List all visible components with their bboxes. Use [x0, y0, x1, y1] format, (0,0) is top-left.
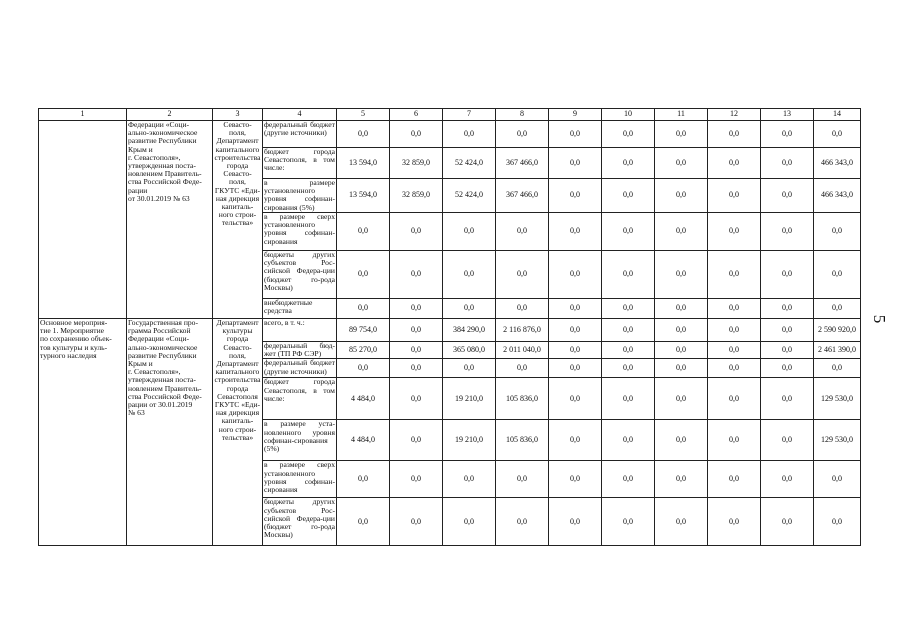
value-cell: 32 859,0: [390, 148, 443, 179]
value-cell: 0,0: [496, 359, 549, 378]
value-cell: 19 210,0: [443, 378, 496, 420]
value-cell: 0,0: [602, 461, 655, 498]
value-cell: 0,0: [496, 498, 549, 546]
value-cell: 0,0: [602, 148, 655, 179]
value-cell: 0,0: [443, 359, 496, 378]
column-header: 12: [708, 109, 761, 121]
value-cell: 4 484,0: [337, 420, 390, 461]
value-cell: 0,0: [337, 213, 390, 251]
header-row: [39, 109, 861, 121]
value-cell: 13 594,0: [337, 179, 390, 213]
value-cell: 0,0: [602, 359, 655, 378]
value-cell: 0,0: [337, 498, 390, 546]
value-cell: 0,0: [708, 498, 761, 546]
value-cell: 0,0: [708, 251, 761, 299]
value-cell: 0,0: [390, 342, 443, 359]
value-cell: 0,0: [655, 378, 708, 420]
value-cell: 0,0: [496, 213, 549, 251]
value-cell: 0,0: [814, 461, 861, 498]
value-cell: 0,0: [443, 461, 496, 498]
value-cell: 129 530,0: [814, 420, 861, 461]
value-cell: 0,0: [602, 213, 655, 251]
value-cell: 0,0: [761, 420, 814, 461]
value-cell: 0,0: [443, 299, 496, 319]
column-header: 2: [127, 109, 213, 121]
funding-source: федеральный бюд-жет (ТП РФ СЭР): [264, 341, 335, 359]
program-cell: [127, 121, 213, 319]
executor-text: Севасто- поля, Департамент капитального строительства города Севасто- поля, ГКУТС «Еди- ная дирекция капиталь- ного строи- тельства»: [214, 120, 261, 228]
value-cell: 0,0: [761, 299, 814, 319]
value-cell: 0,0: [443, 498, 496, 546]
column-header: 6: [390, 109, 443, 121]
value-cell: 4 484,0: [337, 378, 390, 420]
column-header: 5: [337, 109, 390, 121]
value-cell: 0,0: [708, 420, 761, 461]
program-text: Государственная про- грамма Российской Федерации «Соци- ально-экономическое развитие Республики Крым и г. Севастополя», утвержденная поста- новлением Правитель- ства Российской Феде- рации от 30.01.2019 № 63: [128, 318, 202, 418]
value-cell: 0,0: [390, 498, 443, 546]
value-cell: 0,0: [390, 319, 443, 342]
value-cell: 0,0: [708, 179, 761, 213]
value-cell: 0,0: [549, 179, 602, 213]
value-cell: 0,0: [814, 359, 861, 378]
value-cell: 0,0: [655, 461, 708, 498]
value-cell: 129 530,0: [814, 378, 861, 420]
value-cell: 0,0: [390, 461, 443, 498]
value-cell: 0,0: [390, 251, 443, 299]
value-cell: 0,0: [602, 299, 655, 319]
value-cell: 0,0: [814, 498, 861, 546]
value-cell: 0,0: [655, 251, 708, 299]
value-cell: 0,0: [496, 299, 549, 319]
value-cell: 0,0: [390, 213, 443, 251]
value-cell: 85 270,0: [337, 342, 390, 359]
measure-name-cell: [39, 121, 127, 319]
column-header: 11: [655, 109, 708, 121]
value-cell: 52 424,0: [443, 148, 496, 179]
value-cell: 0,0: [655, 498, 708, 546]
value-cell: 0,0: [549, 420, 602, 461]
funding-source: внебюджетные средства: [263, 299, 337, 319]
value-cell: 0,0: [337, 299, 390, 319]
budget-table: [38, 108, 861, 546]
value-cell: 0,0: [390, 299, 443, 319]
value-cell: 0,0: [761, 498, 814, 546]
value-cell: 2 011 040,0: [496, 342, 549, 359]
value-cell: 0,0: [814, 299, 861, 319]
value-cell: 0,0: [337, 251, 390, 299]
value-cell: 89 754,0: [337, 319, 390, 342]
column-header: 10: [602, 109, 655, 121]
value-cell: 0,0: [443, 213, 496, 251]
measure-name: Основное мероприя- тие 1. Мероприятие по сохранению объек- тов культуры и куль- турного наследия: [40, 318, 112, 360]
value-cell: 0,0: [602, 420, 655, 461]
value-cell: 0,0: [761, 342, 814, 359]
funding-source: бюджеты других субъектов Рос-сийской Федера-ции (бюджет го-рода Москвы): [263, 251, 337, 299]
value-cell: 367 466,0: [496, 179, 549, 213]
page-number: 5: [870, 314, 889, 324]
executor-text: Департамент культуры города Севасто- поля, Департамент капитального строительства города Севастополя ГКУТС «Еди- ная дирекция капиталь- ного строи- тельства»: [214, 318, 261, 442]
value-cell: 0,0: [708, 342, 761, 359]
value-cell: 466 343,0: [814, 148, 861, 179]
value-cell: 0,0: [549, 148, 602, 179]
value-cell: 0,0: [602, 498, 655, 546]
measure-name-cell: [39, 319, 127, 546]
funding-source: всего, в т. ч.:: [263, 319, 337, 342]
value-cell: 0,0: [708, 148, 761, 179]
value-cell: 105 836,0: [496, 420, 549, 461]
value-cell: 0,0: [761, 461, 814, 498]
value-cell: 466 343,0: [814, 179, 861, 213]
executor-cell: [213, 319, 263, 546]
value-cell: 0,0: [549, 461, 602, 498]
column-header: 7: [443, 109, 496, 121]
column-header: 4: [263, 109, 337, 121]
value-cell: 0,0: [549, 319, 602, 342]
value-cell: 0,0: [443, 251, 496, 299]
column-header: 9: [549, 109, 602, 121]
column-header: 8: [496, 109, 549, 121]
table-row: [39, 319, 861, 342]
value-cell: 0,0: [602, 179, 655, 213]
value-cell: 0,0: [708, 121, 761, 148]
value-cell: 0,0: [549, 342, 602, 359]
value-cell: 0,0: [602, 121, 655, 148]
value-cell: 2 461 390,0: [814, 342, 861, 359]
value-cell: 0,0: [602, 378, 655, 420]
funding-source: бюджеты других субъектов Рос-сийской Федера-ции (бюджет го-рода Москвы): [263, 498, 337, 546]
value-cell: 0,0: [761, 359, 814, 378]
column-header: 13: [761, 109, 814, 121]
value-cell: 13 594,0: [337, 148, 390, 179]
value-cell: 0,0: [708, 461, 761, 498]
value-cell: 0,0: [708, 359, 761, 378]
value-cell: 0,0: [496, 251, 549, 299]
value-cell: 0,0: [602, 319, 655, 342]
value-cell: 0,0: [708, 213, 761, 251]
funding-source: бюджет города Севастополя, в том числе:: [263, 148, 337, 179]
value-cell: 52 424,0: [443, 179, 496, 213]
funding-source: в размере уста-новленного уровня софинан-сирования (5%): [263, 420, 337, 461]
value-cell: 384 290,0: [443, 319, 496, 342]
value-cell: 0,0: [549, 121, 602, 148]
value-cell: 0,0: [390, 121, 443, 148]
value-cell: 0,0: [655, 179, 708, 213]
value-cell: 0,0: [761, 319, 814, 342]
value-cell: 0,0: [655, 319, 708, 342]
value-cell: 0,0: [655, 148, 708, 179]
value-cell: 19 210,0: [443, 420, 496, 461]
funding-source: в размере установленного уровня софинан-сирования (5%): [264, 178, 335, 212]
value-cell: 0,0: [549, 299, 602, 319]
funding-source: федеральный бюджет (другие источники): [263, 121, 337, 148]
value-cell: 0,0: [708, 299, 761, 319]
column-header: 1: [39, 109, 127, 121]
value-cell: 0,0: [814, 213, 861, 251]
value-cell: 0,0: [496, 121, 549, 148]
value-cell: 0,0: [602, 342, 655, 359]
executor-cell: [213, 121, 263, 319]
value-cell: 0,0: [496, 461, 549, 498]
value-cell: 0,0: [655, 420, 708, 461]
value-cell: 367 466,0: [496, 148, 549, 179]
value-cell: 0,0: [390, 378, 443, 420]
column-header: 14: [814, 109, 861, 121]
value-cell: 0,0: [761, 121, 814, 148]
value-cell: 0,0: [814, 121, 861, 148]
value-cell: 0,0: [602, 251, 655, 299]
value-cell: 32 859,0: [390, 179, 443, 213]
value-cell: 2 590 920,0: [814, 319, 861, 342]
value-cell: 0,0: [655, 342, 708, 359]
value-cell: 0,0: [761, 148, 814, 179]
value-cell: 0,0: [655, 121, 708, 148]
value-cell: 0,0: [390, 359, 443, 378]
funding-source: бюджет города Севастополя, в том числе:: [263, 378, 337, 420]
value-cell: 0,0: [761, 179, 814, 213]
value-cell: 105 836,0: [496, 378, 549, 420]
table-row: [39, 121, 861, 148]
value-cell: 0,0: [814, 251, 861, 299]
value-cell: 0,0: [708, 319, 761, 342]
value-cell: 0,0: [549, 498, 602, 546]
value-cell: 0,0: [337, 461, 390, 498]
program-text: Федерации «Соци- ально-экономическое развитие Республики Крым и г. Севастополя», утвержденная поста- новлением Правитель- ства Российской Феде- рации от 30.01.2019 № 63: [128, 120, 202, 203]
funding-source: в размере сверх установленного уровня софинан-сирования: [263, 461, 337, 498]
funding-source: в размере сверх установленного уровня софинан-сирования: [263, 213, 337, 251]
value-cell: 0,0: [549, 251, 602, 299]
value-cell: 0,0: [549, 213, 602, 251]
value-cell: 0,0: [390, 420, 443, 461]
column-header: 3: [213, 109, 263, 121]
value-cell: 2 116 876,0: [496, 319, 549, 342]
value-cell: 0,0: [761, 213, 814, 251]
program-cell: [127, 319, 213, 546]
value-cell: 0,0: [337, 359, 390, 378]
value-cell: 0,0: [655, 299, 708, 319]
value-cell: 0,0: [761, 378, 814, 420]
value-cell: 0,0: [655, 359, 708, 378]
value-cell: 0,0: [655, 213, 708, 251]
funding-source: федеральный бюджет (другие источники): [263, 359, 337, 378]
value-cell: 0,0: [708, 378, 761, 420]
value-cell: 0,0: [337, 121, 390, 148]
value-cell: 0,0: [761, 251, 814, 299]
value-cell: 0,0: [443, 121, 496, 148]
value-cell: 0,0: [549, 359, 602, 378]
value-cell: 365 080,0: [443, 342, 496, 359]
value-cell: 0,0: [549, 378, 602, 420]
